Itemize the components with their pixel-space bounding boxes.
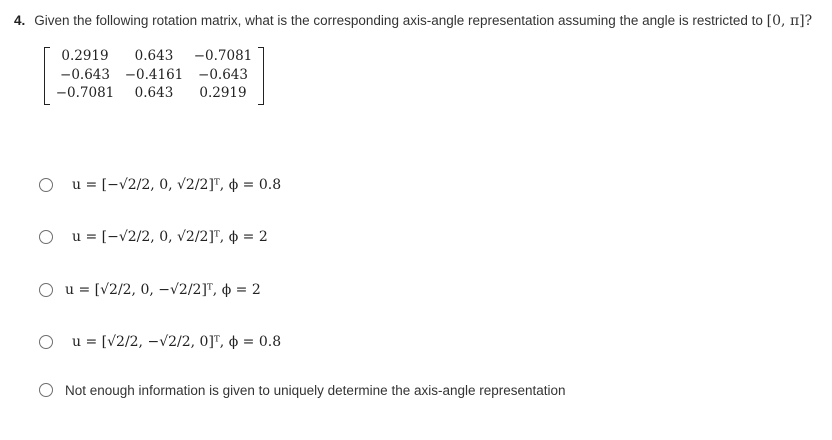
matrix-left-bracket xyxy=(44,47,50,105)
radio-button-icon[interactable] xyxy=(39,230,53,244)
radio-button-icon[interactable] xyxy=(39,283,53,297)
answer-option-label: u = [−√2/2, 0, √2/2]ᵀ, ϕ = 0.8 xyxy=(72,177,282,193)
matrix-right-bracket xyxy=(258,47,264,105)
matrix-cell: 0.2919 xyxy=(199,85,247,101)
answer-option-2[interactable] xyxy=(39,225,268,249)
question-interval: [0, π]? xyxy=(766,13,813,29)
matrix-cell: 0.643 xyxy=(134,48,174,64)
matrix-grid xyxy=(52,47,258,103)
matrix-cell: −0.7081 xyxy=(55,85,115,101)
matrix-cell: 0.2919 xyxy=(61,48,109,64)
matrix-cell: −0.643 xyxy=(60,66,110,83)
rotation-matrix xyxy=(44,47,264,105)
answer-option-3[interactable] xyxy=(39,278,261,302)
question-number: 4. xyxy=(14,13,26,28)
answer-option-label: u = [√2/2, 0, −√2/2]ᵀ, ϕ = 2 xyxy=(65,282,261,298)
matrix-cell: −0.4161 xyxy=(124,66,184,83)
answer-option-4[interactable] xyxy=(39,330,281,354)
answer-option-5[interactable] xyxy=(39,378,566,402)
matrix-cell: −0.7081 xyxy=(193,48,253,64)
answer-option-1[interactable] xyxy=(39,173,281,197)
answer-option-label: u = [−√2/2, 0, √2/2]ᵀ, ϕ = 2 xyxy=(72,229,268,245)
matrix-cell: 0.643 xyxy=(134,85,174,101)
matrix-cell: −0.643 xyxy=(198,66,248,83)
radio-button-icon[interactable] xyxy=(39,178,53,192)
answer-option-label: Not enough information is given to uniquely determine the axis-angle representation xyxy=(65,382,566,398)
radio-button-icon[interactable] xyxy=(39,383,53,397)
question-text: Given the following rotation matrix, what is the corresponding axis-angle representation assuming the angle is restricted to xyxy=(34,13,763,28)
radio-button-icon[interactable] xyxy=(39,335,53,349)
answer-option-label: u = [√2/2, −√2/2, 0]ᵀ, ϕ = 0.8 xyxy=(72,334,282,350)
question-header xyxy=(14,12,812,30)
